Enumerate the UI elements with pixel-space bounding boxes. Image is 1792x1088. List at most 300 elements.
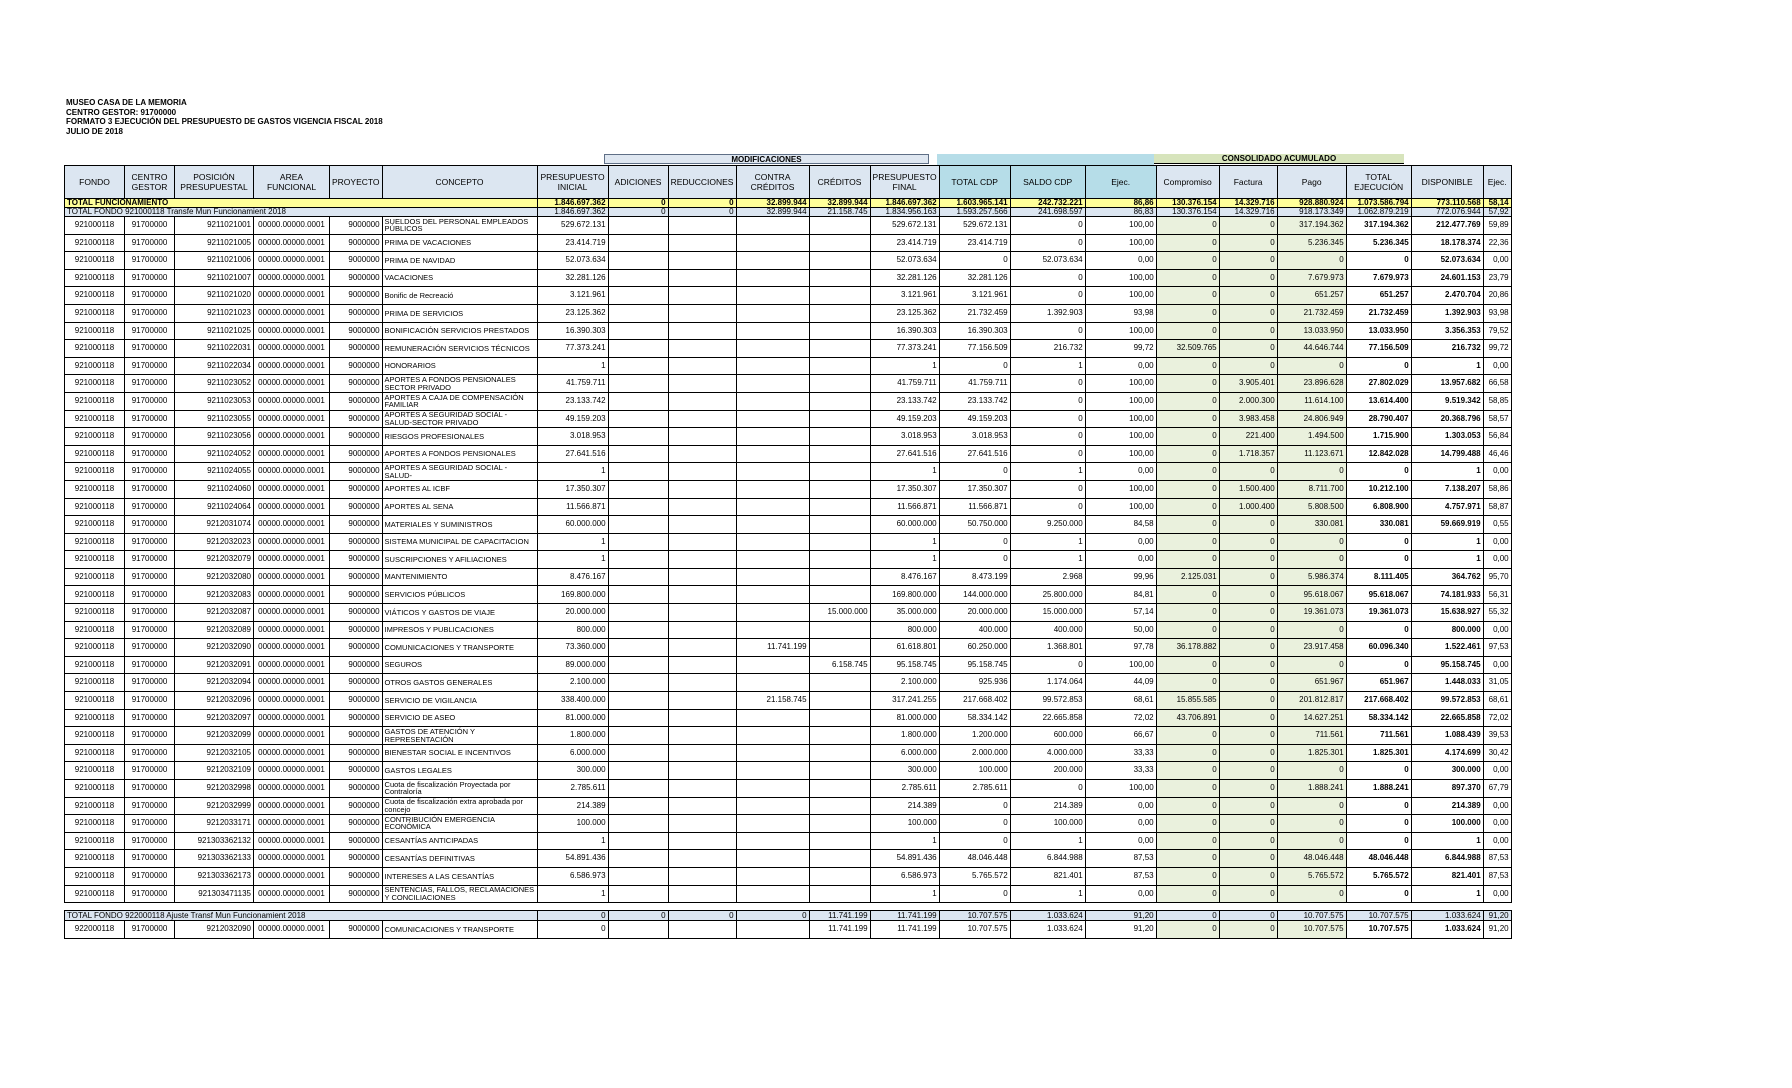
value-cell: [809, 639, 870, 657]
value-cell: [736, 586, 809, 604]
value-cell: 800.000: [537, 621, 608, 639]
value-cell: 300.000: [1411, 762, 1483, 780]
area-funcional-cell: 00000.00000.0001: [254, 392, 330, 410]
concepto-cell: SERVICIO DE VIGILANCIA: [382, 692, 537, 710]
value-cell: 0: [1346, 551, 1411, 569]
value-cell: [668, 692, 736, 710]
value-cell: [608, 269, 668, 287]
value-cell: 89.000.000: [537, 656, 608, 674]
value-cell: 214.389: [537, 797, 608, 815]
value-cell: 0: [1219, 234, 1277, 252]
centro-gestor-cell: 91700000: [125, 322, 175, 340]
value-cell: 46,46: [1483, 445, 1511, 463]
value-cell: [608, 850, 668, 868]
value-cell: 58,57: [1483, 410, 1511, 428]
value-cell: 20.368.796: [1411, 410, 1483, 428]
value-cell: 4.174.699: [1411, 744, 1483, 762]
value-cell: 3.983.458: [1219, 410, 1277, 428]
value-cell: 0: [1156, 780, 1219, 798]
total-value: 1.846.697.362: [537, 208, 608, 217]
value-cell: [736, 516, 809, 534]
value-cell: 48.046.448: [1346, 850, 1411, 868]
value-cell: 7.679.973: [1277, 269, 1346, 287]
value-cell: [668, 815, 736, 833]
value-cell: 2.968: [1010, 568, 1085, 586]
value-cell: [736, 428, 809, 446]
value-cell: [736, 463, 809, 481]
value-cell: 0: [1346, 357, 1411, 375]
value-cell: [608, 727, 668, 745]
value-cell: 0: [1346, 252, 1411, 270]
value-cell: 0: [1219, 551, 1277, 569]
value-cell: [608, 885, 668, 903]
value-cell: 0: [1010, 269, 1085, 287]
concepto-cell: APORTES AL ICBF: [382, 480, 537, 498]
value-cell: 100,00: [1085, 375, 1156, 393]
value-cell: 5.765.572: [939, 867, 1010, 885]
centro-gestor-cell: 91700000: [125, 445, 175, 463]
value-cell: 1: [1010, 551, 1085, 569]
value-cell: [668, 269, 736, 287]
concepto-cell: COMUNICACIONES Y TRANSPORTE: [382, 639, 537, 657]
fondo-cell: 921000118: [65, 815, 125, 833]
centro-gestor-cell: 91700000: [125, 428, 175, 446]
value-cell: 0: [1156, 392, 1219, 410]
value-cell: 23.125.362: [537, 304, 608, 322]
total-row: [65, 208, 1512, 217]
value-cell: [608, 586, 668, 604]
value-cell: 11.566.871: [870, 498, 939, 516]
concepto-cell: PRIMA DE SERVICIOS: [382, 304, 537, 322]
value-cell: 15.000.000: [809, 604, 870, 622]
value-cell: [608, 340, 668, 358]
value-cell: [608, 744, 668, 762]
value-cell: 100.000: [537, 815, 608, 833]
centro-gestor-cell: 91700000: [125, 921, 175, 939]
value-cell: 56,84: [1483, 428, 1511, 446]
value-cell: 0: [1156, 304, 1219, 322]
value-cell: [668, 252, 736, 270]
value-cell: 41.759.711: [870, 375, 939, 393]
proyecto-cell: 9000000: [330, 392, 383, 410]
value-cell: 73.360.000: [537, 639, 608, 657]
total-value: 772.076.944: [1411, 208, 1483, 217]
fondo-cell: 921000118: [65, 867, 125, 885]
value-cell: 95.618.067: [1277, 586, 1346, 604]
table-row: [65, 656, 1512, 674]
value-cell: 1: [1411, 832, 1483, 850]
value-cell: [809, 815, 870, 833]
fondo-cell: 921000118: [65, 375, 125, 393]
value-cell: [736, 340, 809, 358]
value-cell: 651.257: [1277, 287, 1346, 305]
area-funcional-cell: 00000.00000.0001: [254, 621, 330, 639]
value-cell: [608, 428, 668, 446]
value-cell: 48.046.448: [939, 850, 1010, 868]
value-cell: 32.509.765: [1156, 340, 1219, 358]
proyecto-cell: 9000000: [330, 357, 383, 375]
value-cell: [736, 621, 809, 639]
total-label: TOTAL FONDO 922000118 Ajuste Transf Mun Funcionamient 2018: [65, 911, 538, 921]
table-row: [65, 850, 1512, 868]
value-cell: 6.158.745: [809, 656, 870, 674]
value-cell: [608, 692, 668, 710]
value-cell: 95,70: [1483, 568, 1511, 586]
value-cell: [668, 744, 736, 762]
value-cell: 1.200.000: [939, 727, 1010, 745]
value-cell: [809, 269, 870, 287]
area-funcional-cell: 00000.00000.0001: [254, 498, 330, 516]
value-cell: [809, 727, 870, 745]
table-row: [65, 269, 1512, 287]
table-row: [65, 516, 1512, 534]
value-cell: 100,00: [1085, 217, 1156, 235]
centro-gestor-cell: 91700000: [125, 234, 175, 252]
value-cell: 0: [1219, 885, 1277, 903]
concepto-cell: INTERESES A LAS CESANTÍAS: [382, 867, 537, 885]
value-cell: 0,00: [1085, 885, 1156, 903]
posicion-cell: 921303362173: [175, 867, 254, 885]
value-cell: [668, 445, 736, 463]
table-row: [65, 340, 1512, 358]
area-funcional-cell: 00000.00000.0001: [254, 252, 330, 270]
table-row: [65, 304, 1512, 322]
value-cell: [668, 867, 736, 885]
value-cell: 23.133.742: [537, 392, 608, 410]
value-cell: 68,61: [1085, 692, 1156, 710]
value-cell: 200.000: [1010, 762, 1085, 780]
value-cell: 68,61: [1483, 692, 1511, 710]
concepto-cell: COMUNICACIONES Y TRANSPORTE: [382, 921, 537, 939]
value-cell: [809, 850, 870, 868]
value-cell: 0: [1219, 867, 1277, 885]
value-cell: 0: [939, 533, 1010, 551]
fondo-cell: 921000118: [65, 410, 125, 428]
concepto-cell: OTROS GASTOS GENERALES: [382, 674, 537, 692]
value-cell: 529.672.131: [939, 217, 1010, 235]
value-cell: [809, 709, 870, 727]
value-cell: 32.281.126: [939, 269, 1010, 287]
value-cell: 79,52: [1483, 322, 1511, 340]
value-cell: 0: [1219, 516, 1277, 534]
value-cell: 0,00: [1483, 832, 1511, 850]
value-cell: 100,00: [1085, 234, 1156, 252]
total-value: 14.329.716: [1219, 208, 1277, 217]
value-cell: 0,00: [1483, 656, 1511, 674]
value-cell: 0,00: [1085, 357, 1156, 375]
fondo-cell: 921000118: [65, 234, 125, 252]
proyecto-cell: 9000000: [330, 252, 383, 270]
centro-gestor-cell: 91700000: [125, 885, 175, 903]
value-cell: 0: [1277, 797, 1346, 815]
value-cell: 0: [1156, 463, 1219, 481]
area-funcional-cell: 00000.00000.0001: [254, 692, 330, 710]
area-funcional-cell: 00000.00000.0001: [254, 445, 330, 463]
spacer-row: [65, 903, 1512, 911]
value-cell: [668, 780, 736, 798]
fondo-cell: 921000118: [65, 428, 125, 446]
value-cell: 57,14: [1085, 604, 1156, 622]
value-cell: 0,00: [1085, 815, 1156, 833]
value-cell: 21.732.459: [939, 304, 1010, 322]
value-cell: [809, 885, 870, 903]
value-cell: [736, 269, 809, 287]
value-cell: 317.194.362: [1277, 217, 1346, 235]
centro-gestor-cell: 91700000: [125, 252, 175, 270]
value-cell: [809, 762, 870, 780]
value-cell: [809, 463, 870, 481]
area-funcional-cell: 00000.00000.0001: [254, 234, 330, 252]
concepto-cell: CESANTÍAS DEFINITIVAS: [382, 850, 537, 868]
value-cell: [736, 217, 809, 235]
area-funcional-cell: 00000.00000.0001: [254, 410, 330, 428]
value-cell: 20,86: [1483, 287, 1511, 305]
posicion-cell: 9212032083: [175, 586, 254, 604]
value-cell: 23.917.458: [1277, 639, 1346, 657]
table-row: [65, 709, 1512, 727]
value-cell: [608, 410, 668, 428]
table-row: [65, 533, 1512, 551]
centro-gestor-cell: 91700000: [125, 410, 175, 428]
value-cell: 97,53: [1483, 639, 1511, 657]
value-cell: [668, 885, 736, 903]
value-cell: 49.159.203: [939, 410, 1010, 428]
concepto-cell: BONIFICACIÓN SERVICIOS PRESTADOS: [382, 322, 537, 340]
value-cell: 95.158.745: [939, 656, 1010, 674]
value-cell: [809, 832, 870, 850]
value-cell: 100,00: [1085, 392, 1156, 410]
value-cell: 0: [1010, 322, 1085, 340]
proyecto-cell: 9000000: [330, 692, 383, 710]
concepto-cell: CESANTÍAS ANTICIPADAS: [382, 832, 537, 850]
value-cell: 8.711.700: [1277, 480, 1346, 498]
value-cell: 3.018.953: [537, 428, 608, 446]
value-cell: 212.477.769: [1411, 217, 1483, 235]
value-cell: 0: [1010, 480, 1085, 498]
value-cell: 1.500.400: [1219, 480, 1277, 498]
centro-gestor-cell: 91700000: [125, 287, 175, 305]
total-value: 1.033.624: [1010, 911, 1085, 921]
value-cell: [608, 252, 668, 270]
table-row: [65, 252, 1512, 270]
area-funcional-cell: 00000.00000.0001: [254, 656, 330, 674]
value-cell: [809, 252, 870, 270]
concepto-cell: GASTOS LEGALES: [382, 762, 537, 780]
value-cell: 0: [1156, 217, 1219, 235]
value-cell: [668, 850, 736, 868]
fondo-cell: 921000118: [65, 217, 125, 235]
value-cell: 11.566.871: [537, 498, 608, 516]
table-row: [65, 498, 1512, 516]
value-cell: 0: [1219, 322, 1277, 340]
value-cell: 0: [1156, 551, 1219, 569]
posicion-cell: 9212032096: [175, 692, 254, 710]
value-cell: [736, 322, 809, 340]
value-cell: 52.073.634: [1411, 252, 1483, 270]
proyecto-cell: 9000000: [330, 269, 383, 287]
value-cell: 100,00: [1085, 498, 1156, 516]
fondo-cell: 921000118: [65, 692, 125, 710]
posicion-cell: 9212032080: [175, 568, 254, 586]
value-cell: 23.125.362: [870, 304, 939, 322]
fondo-cell: 921000118: [65, 269, 125, 287]
value-cell: 0,00: [1085, 463, 1156, 481]
total-value: 0: [668, 208, 736, 217]
value-cell: [668, 551, 736, 569]
value-cell: [736, 480, 809, 498]
value-cell: 0: [1156, 428, 1219, 446]
value-cell: 43.706.891: [1156, 709, 1219, 727]
value-cell: 0: [1219, 269, 1277, 287]
value-cell: 0: [1219, 463, 1277, 481]
value-cell: [608, 304, 668, 322]
value-cell: 54.891.436: [870, 850, 939, 868]
value-cell: [736, 410, 809, 428]
value-cell: 0: [1277, 656, 1346, 674]
value-cell: 66,58: [1483, 375, 1511, 393]
centro-gestor-cell: 91700000: [125, 516, 175, 534]
column-header: PRESUPUESTO INICIAL: [537, 166, 608, 199]
posicion-cell: 9211021007: [175, 269, 254, 287]
value-cell: 925.936: [939, 674, 1010, 692]
value-cell: 317.241.255: [870, 692, 939, 710]
proyecto-cell: 9000000: [330, 445, 383, 463]
centro-gestor-cell: 91700000: [125, 604, 175, 622]
posicion-cell: 9211021023: [175, 304, 254, 322]
value-cell: 87,53: [1483, 850, 1511, 868]
value-cell: 6.844.988: [1010, 850, 1085, 868]
value-cell: 0: [1219, 850, 1277, 868]
value-cell: 44,09: [1085, 674, 1156, 692]
fondo-cell: 921000118: [65, 797, 125, 815]
value-cell: 93,98: [1483, 304, 1511, 322]
proyecto-cell: 9000000: [330, 217, 383, 235]
centro-gestor-cell: 91700000: [125, 815, 175, 833]
value-cell: 1.000.400: [1219, 498, 1277, 516]
value-cell: [736, 744, 809, 762]
fondo-cell: 921000118: [65, 709, 125, 727]
value-cell: [809, 304, 870, 322]
area-funcional-cell: 00000.00000.0001: [254, 428, 330, 446]
table-row: [65, 744, 1512, 762]
fondo-cell: 921000118: [65, 762, 125, 780]
value-cell: 9.250.000: [1010, 516, 1085, 534]
value-cell: 11.123.671: [1277, 445, 1346, 463]
value-cell: 100,00: [1085, 287, 1156, 305]
table-row: [65, 480, 1512, 498]
value-cell: 0: [1219, 656, 1277, 674]
centro-gestor-cell: 91700000: [125, 744, 175, 762]
value-cell: 1: [537, 533, 608, 551]
value-cell: 100,00: [1085, 410, 1156, 428]
column-header: CONTRA CRÉDITOS: [736, 166, 809, 199]
value-cell: 651.967: [1346, 674, 1411, 692]
centro-gestor-cell: 91700000: [125, 797, 175, 815]
value-cell: 99.572.853: [1010, 692, 1085, 710]
value-cell: 1: [870, 832, 939, 850]
value-cell: 0,00: [1483, 533, 1511, 551]
value-cell: [608, 797, 668, 815]
value-cell: 55,32: [1483, 604, 1511, 622]
value-cell: [736, 709, 809, 727]
value-cell: 0: [1219, 744, 1277, 762]
column-header: AREA FUNCIONAL: [254, 166, 330, 199]
value-cell: 24.806.949: [1277, 410, 1346, 428]
table-row: [65, 727, 1512, 745]
value-cell: 201.812.817: [1277, 692, 1346, 710]
total-value: 130.376.154: [1156, 208, 1219, 217]
total-value: 91,20: [1085, 911, 1156, 921]
fondo-cell: 921000118: [65, 516, 125, 534]
total-value: 130.376.154: [1156, 199, 1219, 208]
area-funcional-cell: 00000.00000.0001: [254, 797, 330, 815]
fondo-cell: 921000118: [65, 586, 125, 604]
value-cell: [736, 867, 809, 885]
value-cell: 3.018.953: [939, 428, 1010, 446]
proyecto-cell: 9000000: [330, 586, 383, 604]
value-cell: 214.389: [1010, 797, 1085, 815]
spacer-cell: [65, 903, 1512, 911]
value-cell: 91,20: [1085, 921, 1156, 939]
value-cell: 217.668.402: [1346, 692, 1411, 710]
fondo-cell: 921000118: [65, 832, 125, 850]
value-cell: 0: [1219, 921, 1277, 939]
value-cell: 84,81: [1085, 586, 1156, 604]
area-funcional-cell: 00000.00000.0001: [254, 674, 330, 692]
value-cell: 99,96: [1085, 568, 1156, 586]
column-header: FONDO: [65, 166, 125, 199]
column-header-row: [65, 166, 1512, 199]
value-cell: 100.000: [870, 815, 939, 833]
value-cell: 1.448.033: [1411, 674, 1483, 692]
value-cell: 5.986.374: [1277, 568, 1346, 586]
concepto-cell: SISTEMA MUNICIPAL DE CAPACITACION: [382, 533, 537, 551]
value-cell: 17.350.307: [537, 480, 608, 498]
fondo-cell: 921000118: [65, 304, 125, 322]
posicion-cell: 9211024055: [175, 463, 254, 481]
value-cell: 61.618.801: [870, 639, 939, 657]
value-cell: 10.707.575: [939, 921, 1010, 939]
value-cell: 6.000.000: [537, 744, 608, 762]
value-cell: 35.000.000: [870, 604, 939, 622]
posicion-cell: 9212032099: [175, 727, 254, 745]
value-cell: 33,33: [1085, 744, 1156, 762]
area-funcional-cell: 00000.00000.0001: [254, 375, 330, 393]
value-cell: [668, 392, 736, 410]
posicion-cell: 9212032998: [175, 780, 254, 798]
value-cell: 58,87: [1483, 498, 1511, 516]
value-cell: 13.033.950: [1277, 322, 1346, 340]
total-value: 21.158.745: [809, 208, 870, 217]
value-cell: 169.800.000: [870, 586, 939, 604]
total-value: 0: [1219, 911, 1277, 921]
value-cell: [736, 287, 809, 305]
value-cell: 0,55: [1483, 516, 1511, 534]
value-cell: 56,31: [1483, 586, 1511, 604]
value-cell: [608, 867, 668, 885]
value-cell: [809, 392, 870, 410]
value-cell: [809, 621, 870, 639]
proyecto-cell: 9000000: [330, 674, 383, 692]
centro-gestor-cell: 91700000: [125, 586, 175, 604]
table-row: [65, 445, 1512, 463]
value-cell: 0,00: [1483, 762, 1511, 780]
value-cell: [668, 568, 736, 586]
report-header: [66, 98, 383, 136]
value-cell: 0: [1156, 744, 1219, 762]
value-cell: 10.707.575: [1277, 921, 1346, 939]
value-cell: 95.618.067: [1346, 586, 1411, 604]
